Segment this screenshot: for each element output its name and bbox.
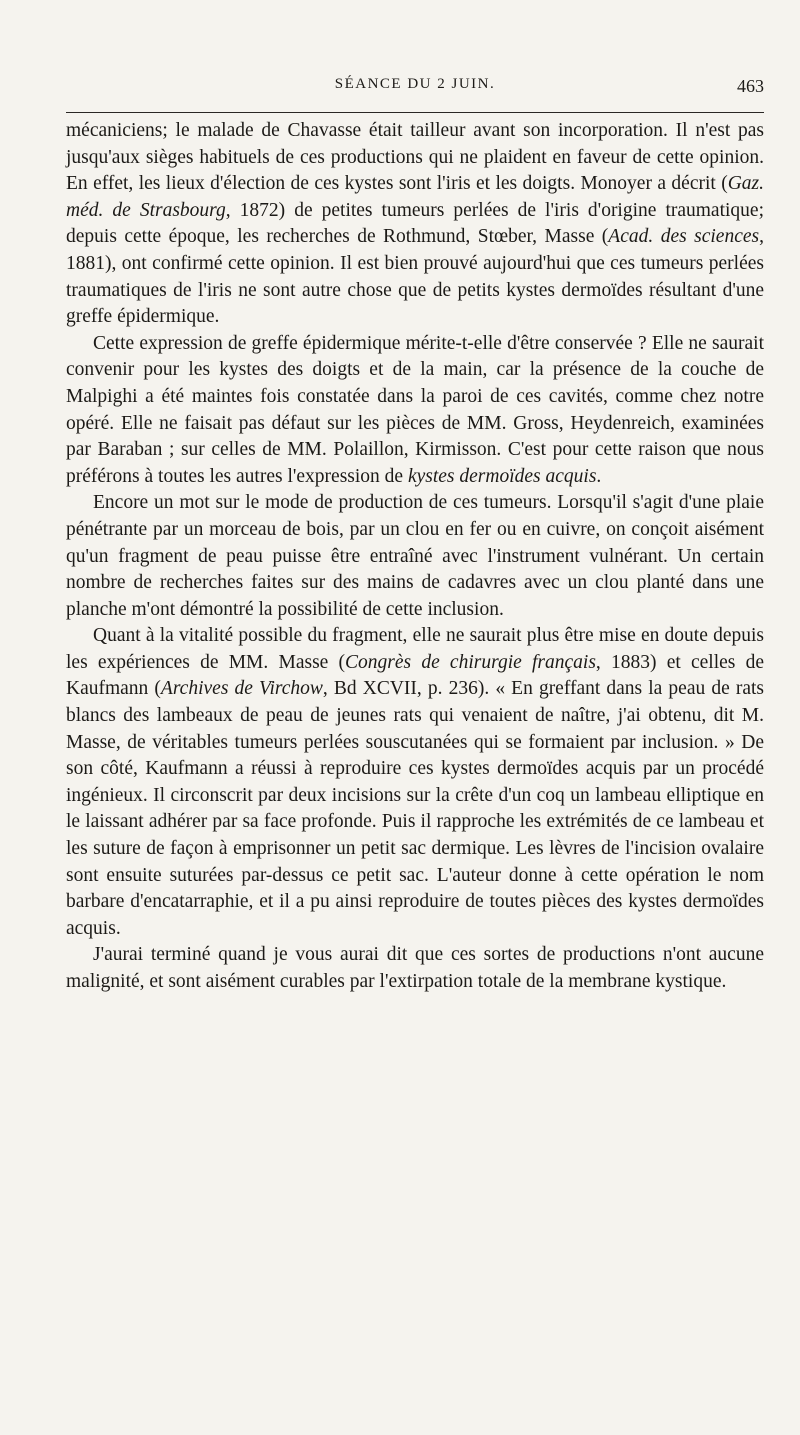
italic-citation: Congrès de chirurgie français <box>345 651 596 673</box>
text-segment: , 1872) de petites tumeurs perlées de l'iris d'origine traumatique; depuis cette époque, les recherches de Rothmund, Stœber, Masse ( <box>66 199 764 248</box>
italic-citation: Acad. des sciences <box>608 226 760 248</box>
text-segment: mécaniciens; le malade de Chavasse était tailleur avant son incorporation. Il n'est pas jusqu'aux sièges habituels de ces productions qui ne plaident en faveur de cette opinion. En effet, les lieux d'élection de ces kystes sont l'iris et les doigts. Monoyer a décrit ( <box>66 120 764 195</box>
paragraph-4 <box>66 623 764 942</box>
body-text <box>66 118 764 996</box>
italic-citation: kystes dermoïdes acquis <box>407 465 597 487</box>
text-segment: Cette expression de greffe épidermique mérite-t-elle d'être conservée ? Elle ne saurait convenir pour les kystes des doigts et de la main, car la présence de la couche de Malpighi a été maintes fois constatée dans la paroi de ces cavités, comme chez notre opéré. Elle ne faisait pas défaut sur les pièces de MM. Gross, Heydenreich, examinées par Baraban ; sur celles de MM. Polaillon, Kirmisson. C'est pour cette raison que nous préférons à toutes les autres l'expression de <box>66 332 764 487</box>
running-head: SÉANCE DU 2 JUIN. <box>334 76 496 92</box>
text-segment: , 1883) et celles de Kaufmann ( <box>66 651 764 700</box>
paragraph-2 <box>66 331 764 491</box>
text-segment: Quant à la vitalité possible du fragment, elle ne saurait plus être mise en doute depuis les expériences de MM. Masse ( <box>66 625 764 673</box>
header-rule <box>66 112 764 113</box>
text-segment: J'aurai terminé quand je vous aurai dit que ces sortes de productions n'ont aucune malignité, et sont aisément curables par l'extirpation totale de la membrane kystique. <box>66 944 764 992</box>
page-header <box>66 76 764 100</box>
text-segment: , Bd XCVII, p. 236). « En greffant dans la peau de rats blancs des lambeaux de peau de jeunes rats qui venaient de naître, j'ai obtenu, dit M. Masse, de véritables tumeurs perlées souscutanées qui se formaient par inclusion. » De son côté, Kaufmann a réussi à reproduire ces kystes dermoïdes acquis par un procédé ingénieux. Il circonscrit par deux incisions sur la crête d'un coq un lambeau elliptique en le laissant adhérer par sa face profonde. Puis il rapproche les extrémités de ce lambeau et les suture de façon à emprisonner un petit sac dermique. Les lèvres de l'incision ovalaire sont ensuite suturées par-dessus ce petit sac. L'auteur donne à cette opération le nom barbare d'encatarraphie, et il a pu ainsi reproduire de toutes pièces des kystes dermoïdes acquis. <box>66 678 764 939</box>
paragraph-5 <box>66 942 764 995</box>
paragraph-3 <box>66 490 764 623</box>
text-segment: . <box>596 465 602 487</box>
text-segment: , 1881), ont confirmé cette opinion. Il est bien prouvé aujourd'hui que ces tumeurs perlées traumatiques de l'iris ne sont autre chose que de petits kystes dermoïdes résultant d'une greffe épidermique. <box>66 226 764 328</box>
italic-citation: Gaz. méd. de Strasbourg <box>66 173 764 221</box>
italic-citation: Archives de Virchow <box>160 678 323 700</box>
paragraph-1 <box>66 118 764 331</box>
page-number: 463 <box>737 76 764 96</box>
text-segment: Encore un mot sur le mode de production de ces tumeurs. Lorsqu'il s'agit d'une plaie pénétrante par un morceau de bois, par un clou en fer ou en cuivre, on conçoit aisément qu'un fragment de peau puisse être entraîné avec l'instrument vulnérant. Un certain nombre de recherches faites sur des mains de cadavres avec un clou planté dans une planche m'ont démontré la possibilité de cette inclusion. <box>66 492 764 620</box>
